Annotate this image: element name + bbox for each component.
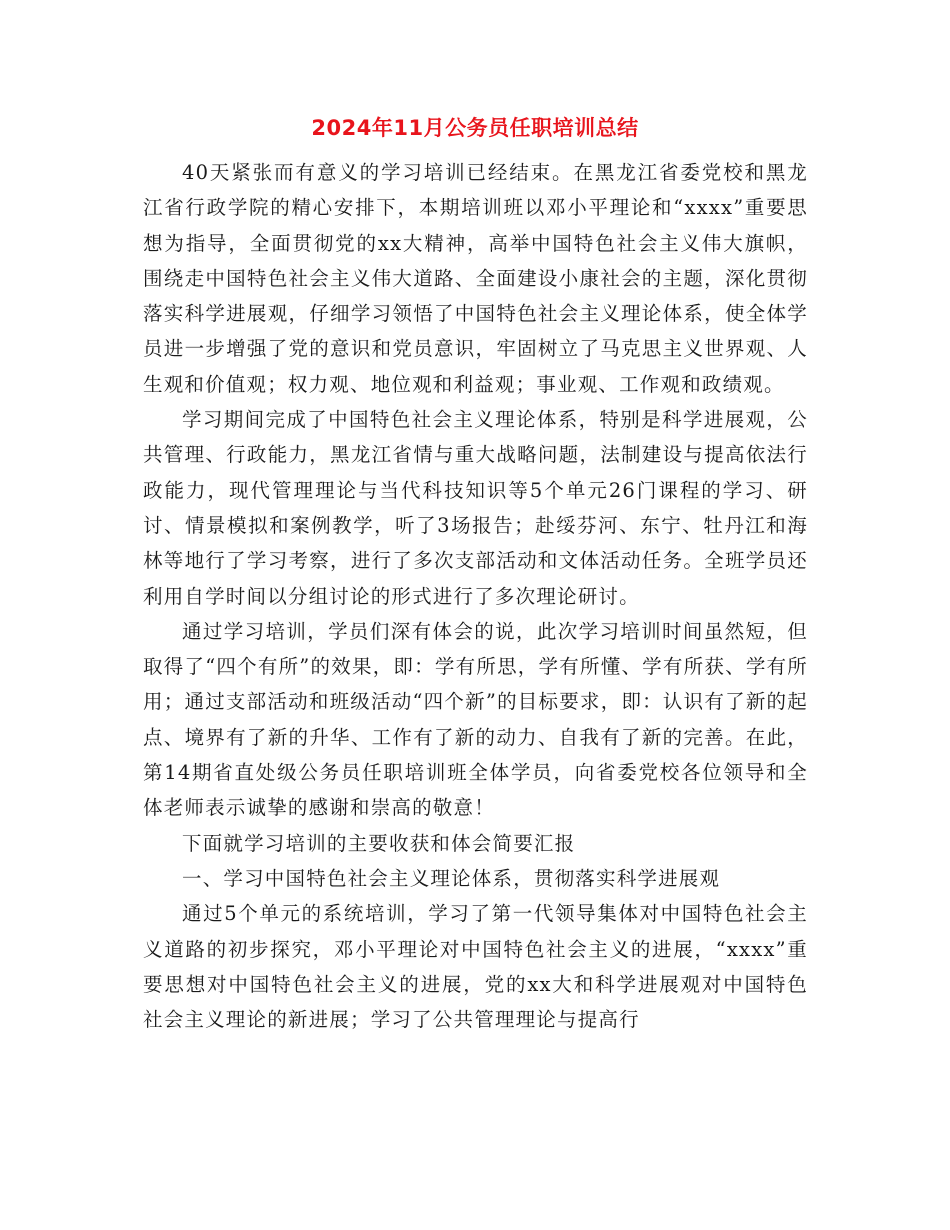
paragraph-5: 通过5个单元的系统培训，学习了第一代领导集体对中国特色社会主义道路的初步探究，邓小平理论对中国特色社会主义的进展，“xxxx”重要思想对中国特色社会主义的进展，党的xx大和科学进展观对中国特色社会主义理论的新进展；学习了公共管理理论与提高行 xyxy=(143,902,808,1032)
document-title: 2024年11月公务员任职培训总结 xyxy=(311,116,639,140)
paragraph-1: 40天紧张而有意义的学习培训已经结束。在黑龙江省委党校和黑龙江省行政学院的精心安排下，本期培训班以邓小平理论和“xxxx”重要思想为指导，全面贯彻党的xx大精神，高举中国特色社会主义伟大旗帜，围绕走中国特色社会主义伟大道路、全面建设小康社会的主题，深化贯彻落实科学进展观，仔细学习领悟了中国特色社会主义理论体系，使全体学员进一步增强了党的意识和党员意识，牢固树立了马克思主义世界观、人生观和价值观；权力观、地位观和利益观；事业观、工作观和政绩观。 xyxy=(143,161,808,396)
paragraph-2: 学习期间完成了中国特色社会主义理论体系，特别是科学进展观，公共管理、行政能力，黑龙江省情与重大战略问题，法制建设与提高依法行政能力，现代管理理论与当代科技知识等5个单元26门课程的学习、研讨、情景模拟和案例教学，听了3场报告；赴绥芬河、东宁、牡丹江和海林等地行了学习考察，进行了多次支部活动和文体活动任务。全班学员还利用自学时间以分组讨论的形式进行了多次理论研讨。 xyxy=(143,408,808,608)
paragraph-3: 通过学习培训，学员们深有体会的说，此次学习培训时间虽然短，但取得了“四个有所”的效果，即：学有所思，学有所懂、学有所获、学有所用；通过支部活动和班级活动“四个新”的目标要求，即：认识有了新的起点、境界有了新的升华、工作有了新的动力、自我有了新的完善。在此，第14期省直处级公务员任职培训班全体学员，向省委党校各位领导和全体老师表示诚挚的感谢和崇高的敬意！ xyxy=(143,619,808,820)
section-heading-1: 一、学习中国特色社会主义理论体系，贯彻落实科学进展观 xyxy=(182,866,721,890)
paragraph-4: 下面就学习培训的主要收获和体会简要汇报 xyxy=(182,831,576,855)
document-body xyxy=(143,155,808,1037)
